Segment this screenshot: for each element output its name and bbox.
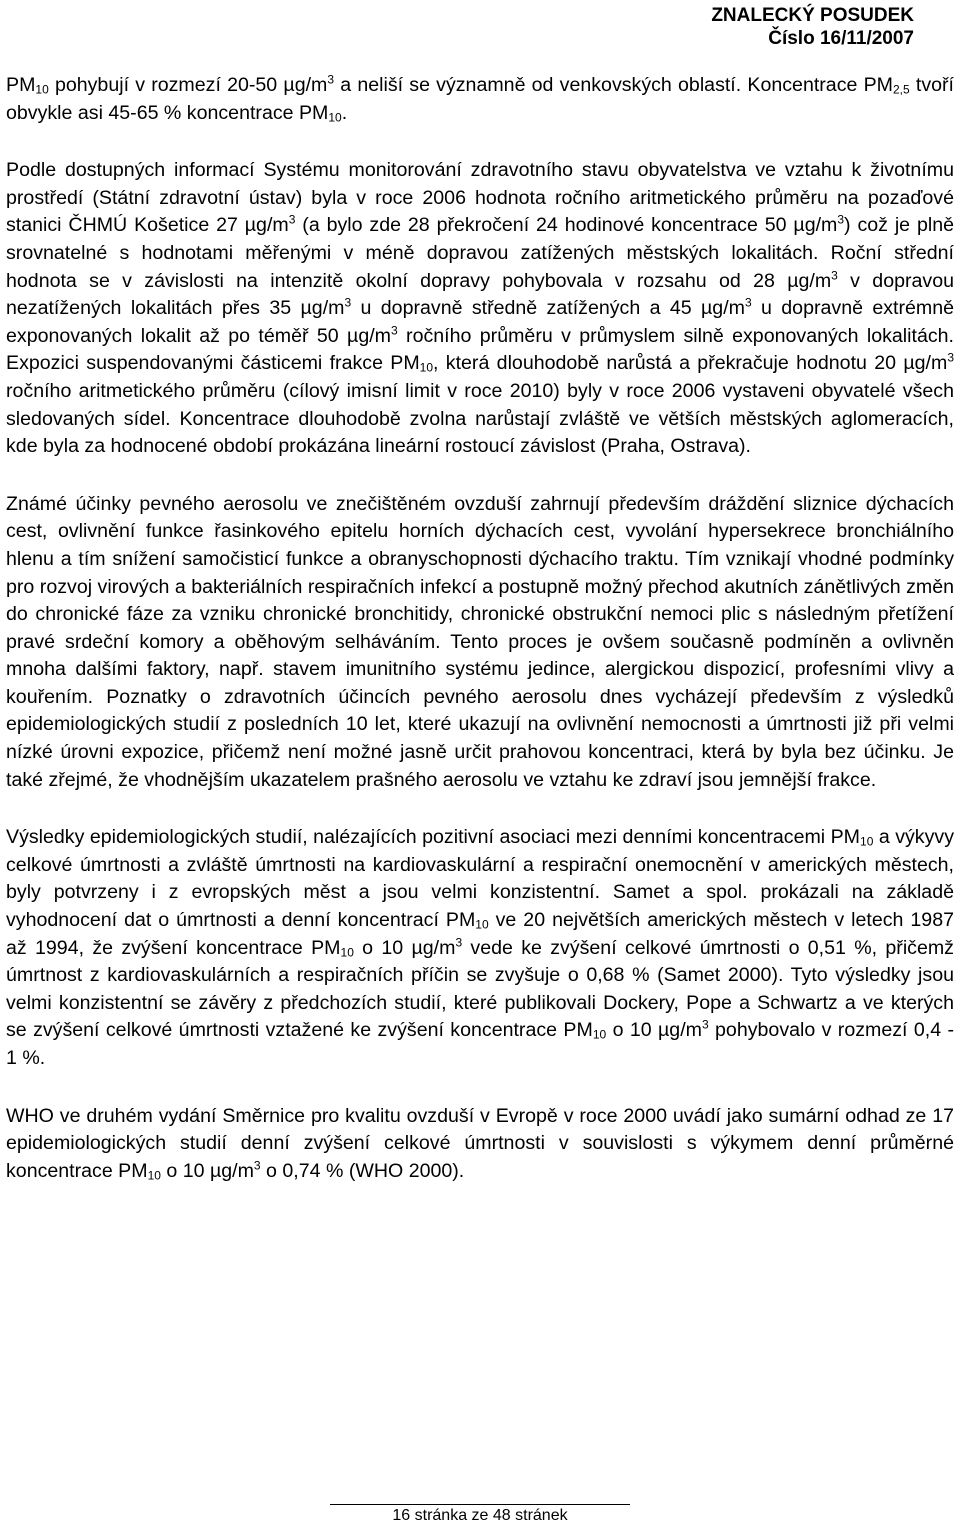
paragraph-5: WHO ve druhém vydání Směrnice pro kvalitu ovzduší v Evropě v roce 2000 uvádí jako sumární odhad ze 17 epidemiologických studií denní zvýšení celkové úmrtnosti v souvislosti s výkymem denní průměrné koncentrace $PM_{10}$ o 10 $\mu g/m^3$ o 0,74 % (WHO 2000). — [6, 1104, 954, 1183]
superscript: 3 — [947, 350, 954, 365]
superscript: 3 — [455, 935, 463, 950]
paragraph-4: Výsledky epidemiologických studií, nalézajících pozitivní asociaci mezi denními koncentracemi $PM_{10}$ a výkyvy celkové úmrtnosti a zvláště úmrtnosti na kardiovaskulární a respirační onemocnění v amerických městech, byly potvrzeny i z evropských měst a jsou velmi konzistentní. Samet a spol. prokázali na základě vyhodnocení dat o úmrtnosti a denní koncentrací $PM_{10}$ ve 20 největších amerických městech v letech 1987 až 1994, že zvýšení koncentrace $PM_{10}$ o 10 $\mu g/m^3$ vede ke zvýšení celkové úmrtnosti o 0,51 %, přičemž úmrtnost z kardiovaskulárních a respiračních příčin se zvyšuje o 0,68 % (Samet 2000). Tyto výsledky jsou velmi konzistentní se závěry z předchozích studií, které publikovali Dockery, Pope a Schwartz a ve kterých se zvýšení celkové úmrtnosti vztažené ke zvýšení koncentrace $PM_{10}$ o 10 $\mu g/m^3$ pohybovalo v rozmezí 0,4 - 1 %. — [6, 826, 955, 1069]
subscript: 10 — [35, 82, 49, 97]
subscript: 10 — [340, 945, 354, 960]
superscript: 3 — [288, 212, 296, 227]
superscript: 3 — [701, 1017, 709, 1032]
footer-rule — [330, 1504, 630, 1505]
paragraph-3: Známé účinky pevného aerosolu ve znečištěném ovzduší zahrnují především dráždění sliznice dýchacích cest, ovlivnění funkce řasinkového epitelu horních dýchacích cest, vyvolání hypersekrece bronchiálního hlenu a tím snížení samočisticí funkce a obranyschopnosti dýchacího traktu. Tím vznikají vhodné podmínky pro rozvoj virových a bakteriálních respiračních infekcí a postupně možný přechod akutních zánětlivých změn do chronické fáze za vzniku chronické bronchitidy, chronické obstrukční nemoci plic s následným přetížení pravé srdeční komory a oběhovým selháváním. Tento proces je ovšem současně podmíněn a ovlivněn mnoha dalšími faktory, např. stavem imunitního systému jedince, alergickou dispozicí, profesními vlivy a kouřením. Poznatky o zdravotních účincích pevného aerosolu dnes vycházejí především z výsledků epidemiologických studií z posledních 10 let, které ukazují na ovlivnění nemocnosti a úmrtnosti již při velmi nízké úrovni expozice, přičemž není možné jasně určit prahovou koncentraci, která by byla bez účinku. Je také zřejmé, že vhodnějším ukazatelem prašného aerosolu ve vztahu ke zdraví jsou jemnější frakce. — [6, 492, 954, 791]
subscript: 10 — [419, 360, 434, 375]
document-body — [6, 72, 954, 1185]
paragraph-2: Podle dostupných informací Systému monitorování zdravotního stavu obyvatelstva ve vztahu k životnímu prostředí (Státní zdravotní ústav) byla v roce 2006 hodnota ročního aritmetického průměru na pozaďové stanici ČHMÚ Košetice 27 $\mu g/m^3$ (a bylo zde 28 překročení 24 hodinové koncentrace 50 $\mu g/m^3$) což je plně srovnatelné s hodnotami měřenými v méně dopravou zatížených městských lokalitách. Roční střední hodnota se v závislosti na intenzitě okolní dopravy pohybovala v rozsahu od 28 $\mu g/m^3$ v dopravou nezatížených lokalitách přes 35 $\mu g/m^3$ u dopravně středně zatížených a 45 $\mu g/m^3$ u dopravně extrémně exponovaných lokalit až po téměř 50 $\mu g/m^3$ ročního průměru v průmyslem silně exponovaných lokalitách. Expozici suspendovanými částicemi frakce $PM_{10}$, která dlouhodobě narůstá a překračuje hodnotu 20 $\mu g/m^3$ ročního aritmetického průměru (cílový imisní limit v roce 2010) byly v roce 2006 vystaveni obyvatelé všech sledovaných sídel. Koncentrace dlouhodobě zvolna narůstají zvláště ve větších městských aglomeracích, kde byla za hodnocené období prokázána lineární rostoucí závislost (Praha, Ostrava). — [6, 159, 955, 458]
subscript: 10 — [860, 834, 874, 849]
header-number: Číslo 16/11/2007 — [768, 28, 914, 49]
subscript: 10 — [475, 917, 489, 932]
superscript: 3 — [344, 295, 352, 310]
superscript: 3 — [253, 1158, 261, 1173]
subscript: 10 — [592, 1028, 607, 1043]
superscript: 3 — [744, 295, 752, 310]
subscript: 2,5 — [893, 82, 910, 97]
page-number: 16 stránka ze 48 stránek — [392, 1507, 568, 1524]
page-footer — [0, 1507, 960, 1525]
paragraph-1: $PM_{10}$ pohybují v rozmezí 20-50 $\mu g/m^3$ a neliší se významně od venkovských oblastí. Koncentrace $PM_{2,5}$ tvoří obvykle asi 45-65 % koncentrace $PM_{10}$. — [6, 72, 954, 125]
superscript: 3 — [837, 212, 845, 227]
document-header — [711, 4, 914, 50]
header-title: ZNALECKÝ POSUDEK — [711, 5, 914, 26]
superscript: 3 — [327, 72, 335, 87]
subscript: 10 — [147, 1168, 161, 1183]
superscript: 3 — [391, 323, 398, 338]
superscript: 3 — [831, 268, 838, 283]
subscript: 10 — [328, 110, 342, 125]
